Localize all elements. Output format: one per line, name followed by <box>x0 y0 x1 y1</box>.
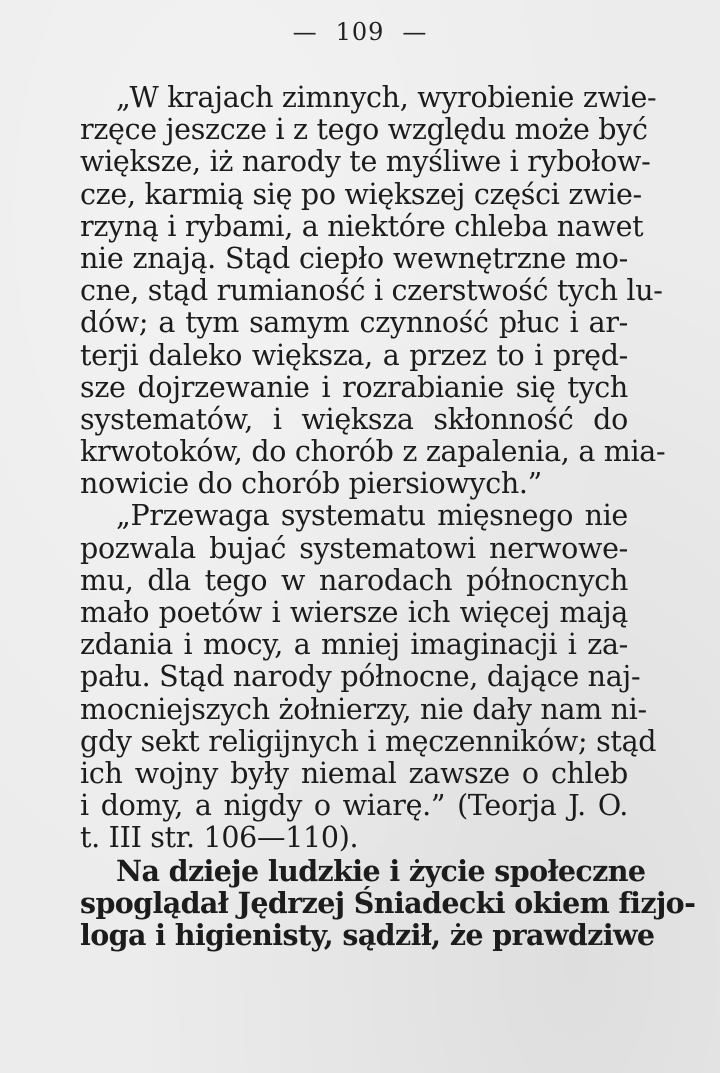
text-line: systematów, i większa skłonność do <box>80 402 628 436</box>
text-line: rzyną i rybami, a niektóre chleba nawet <box>80 209 644 243</box>
text-line: pozwala bujać systematowi nerwowe- <box>80 531 628 565</box>
text-line: cze, karmią się po większej części zwie- <box>80 177 642 211</box>
text-line: „Przewaga systematu mięsnego nie <box>116 499 628 533</box>
paragraph-3 <box>80 853 696 952</box>
text-line: mało poetów i wiersze ich więcej mają <box>80 596 628 629</box>
text-line: sze dojrzewanie i rozrabianie się tych <box>80 370 628 404</box>
header-dash-right: — <box>402 18 428 46</box>
text-line: „W krajach zimnych, wyrobienie zwie- <box>116 81 657 114</box>
text-line: krwotoków, do chorób z zapalenia, a mia- <box>80 435 666 469</box>
text-line: dów; a tym samym czynność płuc i ar- <box>80 306 628 340</box>
text-line: i domy, a nigdy o wiarę.” (Teorja J. O. <box>80 789 628 823</box>
text-line: gdy sekt religijnych i męczenników; stąd <box>80 724 657 758</box>
body-text <box>80 81 696 952</box>
text-line: spoglądał Jędrzej Śniadecki okiem fizjo- <box>80 885 696 920</box>
text-line: ich wojny były niemal zawsze o chleb <box>80 756 628 790</box>
page-number: 109 <box>335 18 385 46</box>
text-line: większe, iż narody te myśliwe i rybołow- <box>80 145 651 179</box>
text-line: zdania i mocy, a mniej imaginacji i za- <box>80 628 628 662</box>
page-header <box>0 18 720 46</box>
header-dash-left: — <box>292 18 318 46</box>
paragraph-1 <box>80 81 666 501</box>
text-line: terji daleko większa, a przez to i pręd- <box>80 338 628 372</box>
text-line: pału. Stąd narody północne, dające naj- <box>80 660 641 694</box>
text-line: loga i higienisty, sądził, że prawdziwe <box>80 917 655 952</box>
text-line: rzęce jeszcze i z tego względu może być <box>80 113 648 147</box>
text-line: Na dzieje ludzkie i życie społeczne <box>116 853 646 888</box>
text-line: nowicie do chorób piersiowych.” <box>80 467 542 501</box>
text-line: cne, stąd rumianość i czerstwość tych lu- <box>80 274 663 308</box>
text-line: t. III str. 106—110). <box>80 821 359 855</box>
text-line: mu, dla tego w narodach północnych <box>80 563 628 597</box>
paragraph-2 <box>80 499 657 855</box>
text-line: mocniejszych żołnierzy, nie dały nam ni- <box>80 692 647 726</box>
text-line: nie znają. Stąd ciepło wewnętrzne mo- <box>80 241 628 275</box>
